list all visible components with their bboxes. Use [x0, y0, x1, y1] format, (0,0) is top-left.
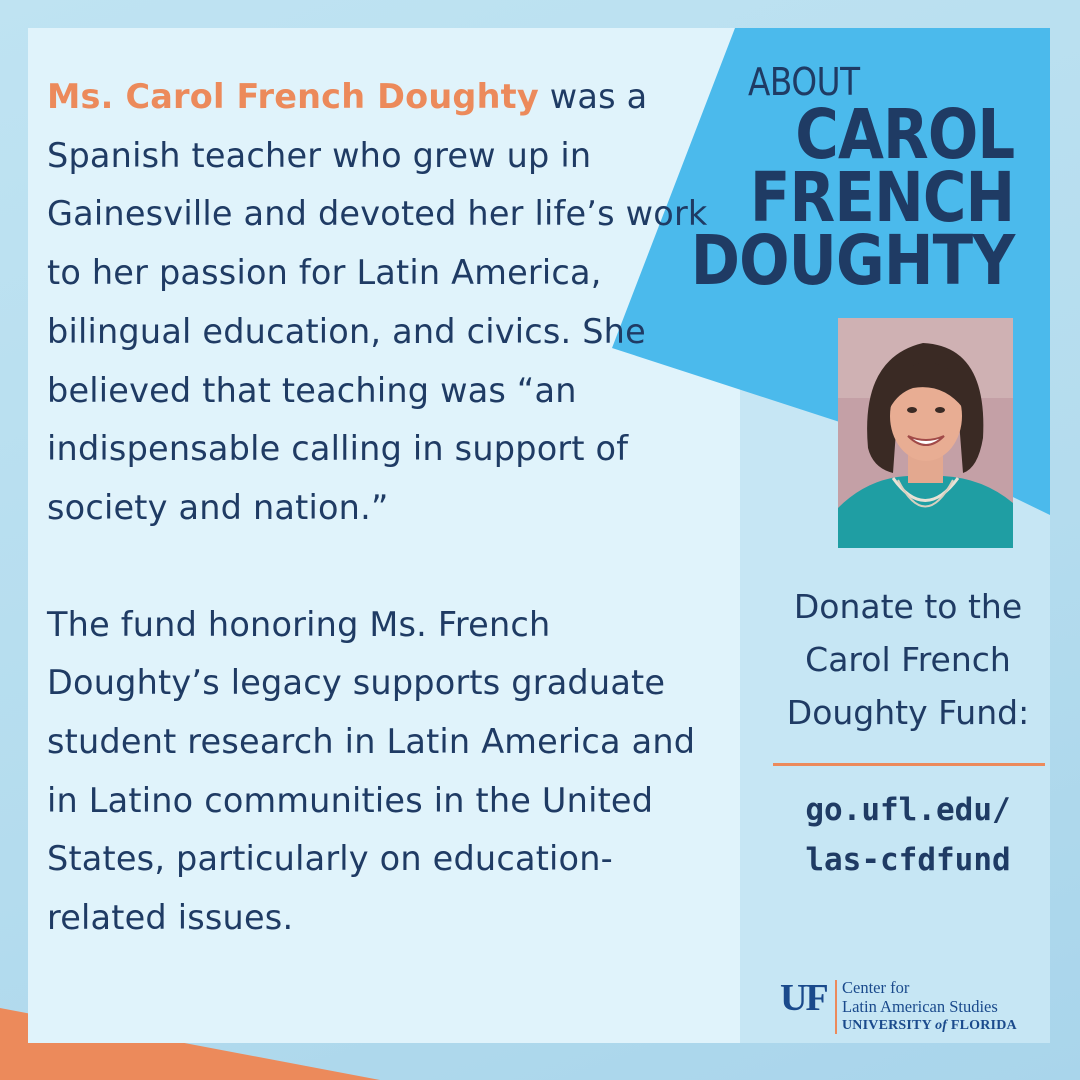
logo-divider — [835, 980, 837, 1034]
logo-university-suffix: FLORIDA — [947, 1018, 1017, 1033]
donate-line-3: Doughty Fund: — [786, 693, 1030, 732]
paragraph-bio-text: was a Spanish teacher who grew up in Gainesville and devoted her life’s work to her passion for Latin America, bilingual education, and civics. She believed that teaching was “an indispensable calling in support of society and nation.” — [47, 77, 708, 527]
logo-line-1: Center for — [842, 978, 910, 997]
title-line-2: FRENCH — [749, 158, 1014, 238]
name-highlight: Ms. Carol French Doughty — [47, 77, 539, 116]
divider — [773, 763, 1045, 766]
logo-university-prefix: UNIVERSITY — [842, 1018, 936, 1033]
portrait-photo — [838, 318, 1013, 548]
logo-university-of: of — [935, 1018, 948, 1033]
body-text — [47, 68, 727, 948]
about-label: ABOUT — [748, 60, 860, 104]
title-line-1: CAROL — [794, 95, 1014, 175]
donate-link[interactable] — [770, 785, 1046, 885]
logo-university — [842, 1016, 1017, 1035]
donate-callout — [770, 580, 1046, 739]
donate-line-1: Donate to the — [793, 587, 1023, 626]
paragraph-bio — [47, 68, 727, 538]
donate-link-line-1[interactable]: go.ufl.edu/ — [805, 792, 1011, 828]
donate-line-2: Carol French — [805, 640, 1011, 679]
donate-link-line-2[interactable]: las-cfdfund — [805, 842, 1011, 878]
logo-line-2: Latin American Studies — [842, 997, 998, 1016]
uf-logo — [780, 978, 1040, 1038]
logo-text — [842, 978, 1017, 1035]
paragraph-fund: The fund honoring Ms. French Doughty’s legacy supports graduate student research in Latin America and in Latino communities in the United States, particularly on education-related issues. — [47, 604, 696, 938]
page-title — [690, 95, 1014, 301]
uf-logo-mark: UF — [780, 977, 827, 1019]
title-line-3: DOUGHTY — [690, 221, 1014, 301]
